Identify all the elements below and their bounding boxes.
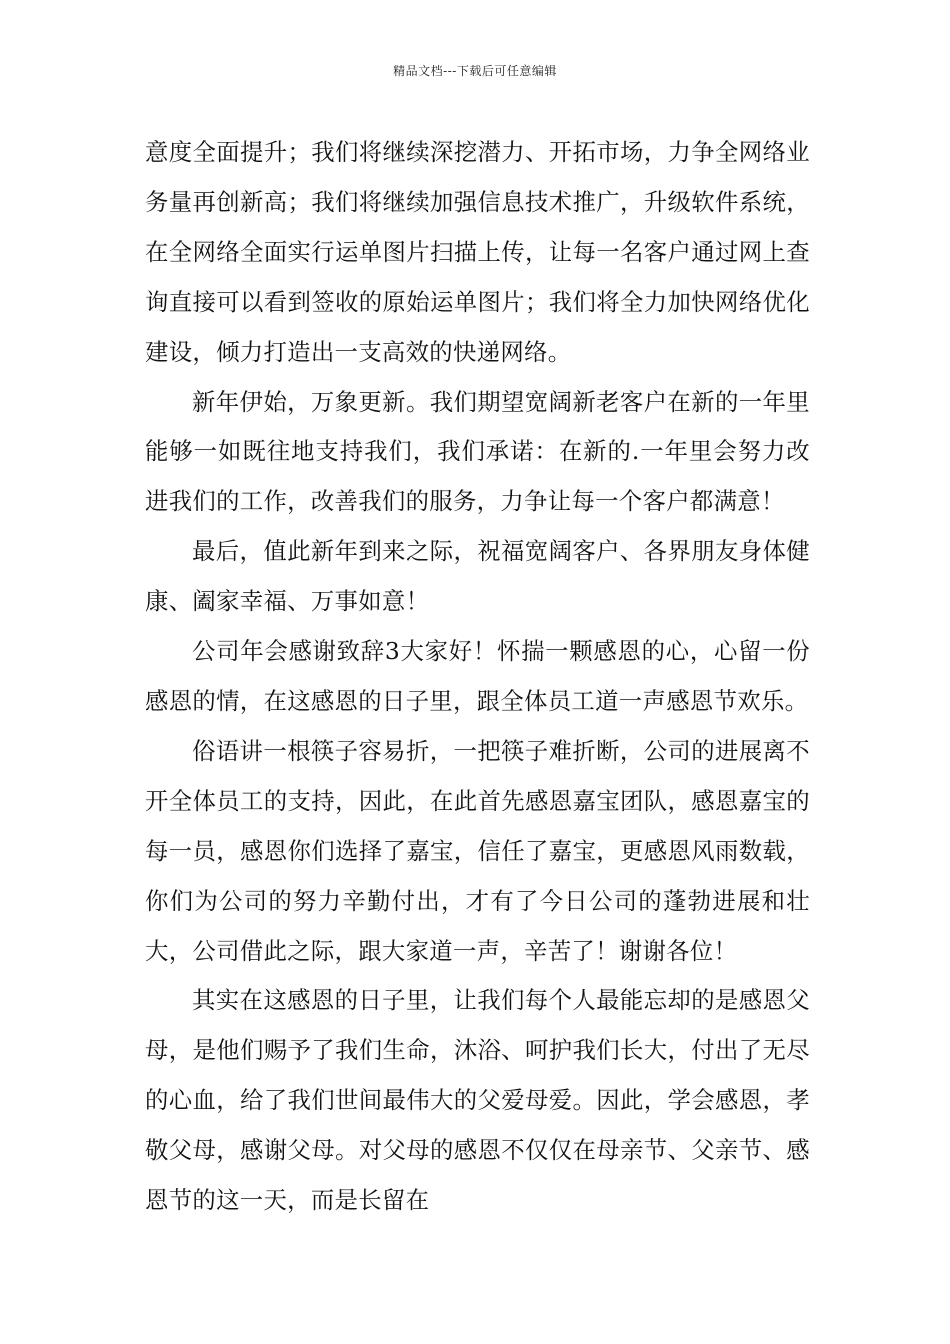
paragraph-3: 最后，值此新年到来之际，祝福宽阔客户、各界朋友身体健康、阖家幸福、万事如意！ [145,537,810,616]
paragraph-6: 其实在这感恩的日子里，让我们每个人最能忘却的是感恩父母，是他们赐予了我们生命，沐浴、呵护我们长大，付出了无尽的心血，给了我们世间最伟大的父爱母爱。因此，学会感恩，孝敬父母，感谢父母。对父母的感恩不仅仅在母亲节、父亲节、感恩节的这一天，而是长留在 [145,986,810,1215]
page-header: 精品文档---下载后可任意编辑 [393,64,557,78]
paragraph-5: 俗语讲一根筷子容易折，一把筷子难折断，公司的进展离不开全体员工的支持，因此，在此首先感恩嘉宝团队，感恩嘉宝的每一员，感恩你们选择了嘉宝，信任了嘉宝，更感恩风雨数载，你们为公司的努力辛勤付出，才有了今日公司的蓬勃进展和壮大，公司借此之际，跟大家道一声，辛苦了！谢谢各位！ [145,736,810,965]
document-body [145,128,810,1226]
paragraph-4: 公司年会感谢致辞3大家好！怀揣一颗感恩的心，心留一份感恩的情，在这感恩的日子里，跟全体员工道一声感恩节欢乐。 [145,637,810,715]
paragraph-1: 意度全面提升；我们将继续深挖潜力、开拓市场，力争全网络业务量再创新高；我们将继续加强信息技术推广，升级软件系统，在全网络全面实行运单图片扫描上传，让每一名客户通过网上查询直接可以看到签收的原始运单图片；我们将全力加快网络优化建设，倾力打造出一支高效的快递网络。 [145,138,810,366]
paragraph-2: 新年伊始，万象更新。我们期望宽阔新老客户在新的一年里能够一如既往地支持我们，我们承诺：在新的.一年里会努力改进我们的工作，改善我们的服务，力争让每一个客户都满意！ [145,387,810,516]
